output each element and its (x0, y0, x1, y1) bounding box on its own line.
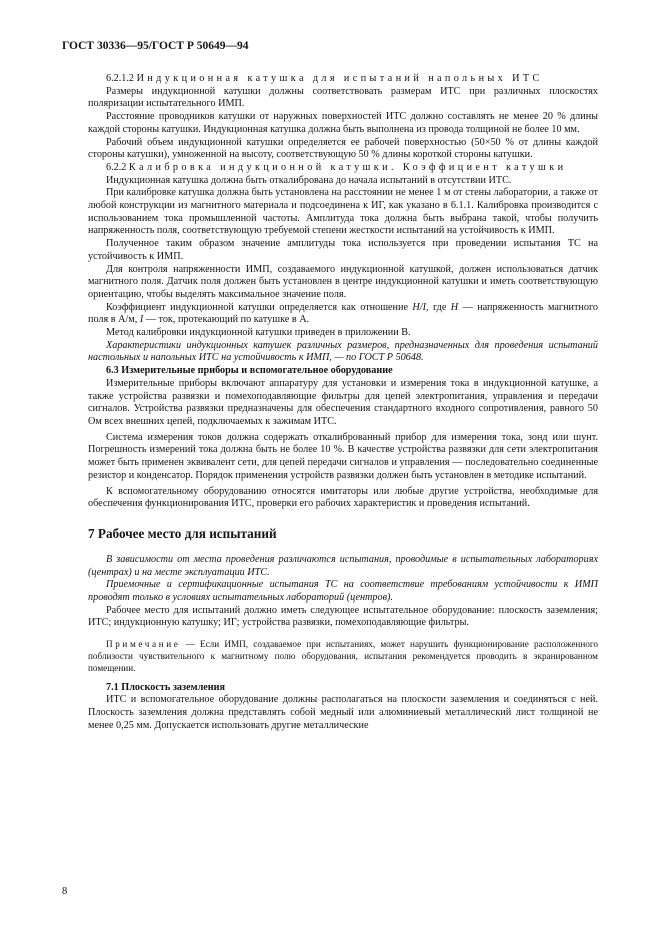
paragraph: Расстояние проводников катушки от наружных поверхностей ИТС должно составлять не менее 20 % длины каждой стороны катушки. Индукционная катушка должна быть выполнена из провода толщиной не более 10 мм. (88, 111, 598, 135)
paragraph: Рабочий объем индукционной катушки определяется ее рабочей поверхностью (50×50 % от длины каждой стороны катушки), умноженной на высоту, соответствующую 50 % длины короткой стороны катушки. (88, 136, 598, 161)
paragraph-italic: В зависимости от места проведения различаются испытания, проводимые в испытательных лабораториях (центрах) и на месте эксплуатации ИТС. (88, 553, 598, 578)
subsection-6-2-1-2-heading: 6.2.1.2 Индукционная катушка для испытаний напольных ИТС (106, 73, 543, 84)
page-number: 8 (62, 886, 68, 897)
paragraph: Размеры индукционной катушки должны соответствовать размерам ИТС при различных плоскостях поляризации испытательного ИМП. (88, 85, 598, 110)
paragraph: Индукционная катушка должна быть откалибрована до начала испытаний в отсутствии ИТС. (106, 174, 512, 186)
section-7-heading: 7 Рабочее место для испытаний (88, 525, 277, 541)
paragraph: Метод калибровки индукционной катушки приведен в приложении В. (106, 327, 411, 339)
paragraph: Полученное таким образом значение амплитуды тока используется при проведении испытания ТС на устойчивость к ИМП. (88, 238, 598, 262)
page-body (88, 73, 598, 732)
coil-factor-paragraph: Коэффициент индукционной катушки определяется как отношение H/I, где H — напряженность магнитного поля в А/м, I — ток, протекающий по катушке в А. (88, 301, 598, 326)
subsection-6-2-2-heading: 6.2.2 Калибровка индукционной катушки. Коэффициент катушки (106, 161, 567, 173)
paragraph: ИТС и вспомогательное оборудование должны располагаться на плоскости заземления и соединяться с ней. Плоскость заземления должна представлять собой медный или алюминиевый металлический лист толщиной не менее 0,25 мм. Допускается использовать другие металлические (88, 694, 598, 731)
paragraph: Рабочее место для испытаний должно иметь следующее испытательное оборудование: плоскость заземления; ИТС; индукционную катушку; ИГ; устройства развязки, помехоподавляющие фильтры. (88, 604, 598, 629)
note: Примечание — Если ИМП, создаваемое при испытаниях, может нарушить функционирование расположенного поблизости чувствительного к магнитному полю оборудования, испытания рекомендуется проводить в экранированном помещении. (88, 639, 598, 673)
paragraph-italic: Характеристики индукционных катушек различных размеров, предназначенных для проведения испытаний настольных и напольных ИТС на устойчивость к ИМП, — по ГОСТ Р 50648. (88, 339, 598, 364)
paragraph: Система измерения токов должна содержать откалиброванный прибор для измерения тока, зонд или шунт. Погрешность измерений тока должна быть не более 10 %. В качестве устройства развязки для сети электропитания может быть применен эквивалент сети, для цепей передачи сигналов и управления — последовательно соединенные резистор и конденсатор. Порядок применения устройств развязки должен быть установлен в методике испытаний. (88, 431, 598, 481)
paragraph: К вспомогательному оборудованию относятся имитаторы или любые другие устройства, необходимые для обеспечения функционирования ИТС, проверки его рабочих характеристик и проведения испытаний. (88, 485, 598, 510)
paragraph: Для контроля напряженности ИМП, создаваемого индукционной катушкой, должен использоваться датчик магнитного поля. Датчик поля должен быть установлен в центре индукционной катушки и иметь соответствующую ориентацию, чтобы выделять максимальное значение поля. (88, 263, 598, 300)
document-header: ГОСТ 30336—95/ГОСТ Р 50649—94 (62, 40, 249, 52)
paragraph: Измерительные приборы включают аппаратуру для установки и измерения тока в индукционной катушке, а также устройства развязки и помехоподавляющие фильтры для цепей электропитания, управления и передачи сигналов. Устройства развязки предназначены для обеспечения стандартного входного сопротивления, равного 50 Ом всех внешних цепей, подключаемых к зажимам ИТС. (88, 377, 598, 427)
paragraph: При калибровке катушка должна быть установлена на расстоянии не менее 1 м от стены лаборатории, а также от любой конструкции из магнитного материала и подсоединена к ИГ, как указано в 6.1.1. Калибровка производится с использованием тока промышленной частоты. Амплитуда тока должна быть выбрана такой, чтобы получить напряженность поля, соответствующую требуемой степени жесткости испытаний на устойчивость к ИМП. (88, 187, 598, 237)
paragraph-italic: Приемочные и сертификационные испытания ТС на соответствие требованиям устойчивости к ИМП проводят только в условиях испытательных лабораторий (центров). (88, 579, 598, 604)
subsection-7-1-heading: 7.1 Плоскость заземления (106, 681, 226, 693)
section-6-3-heading: 6.3 Измерительные приборы и вспомогательное оборудование (106, 365, 393, 377)
